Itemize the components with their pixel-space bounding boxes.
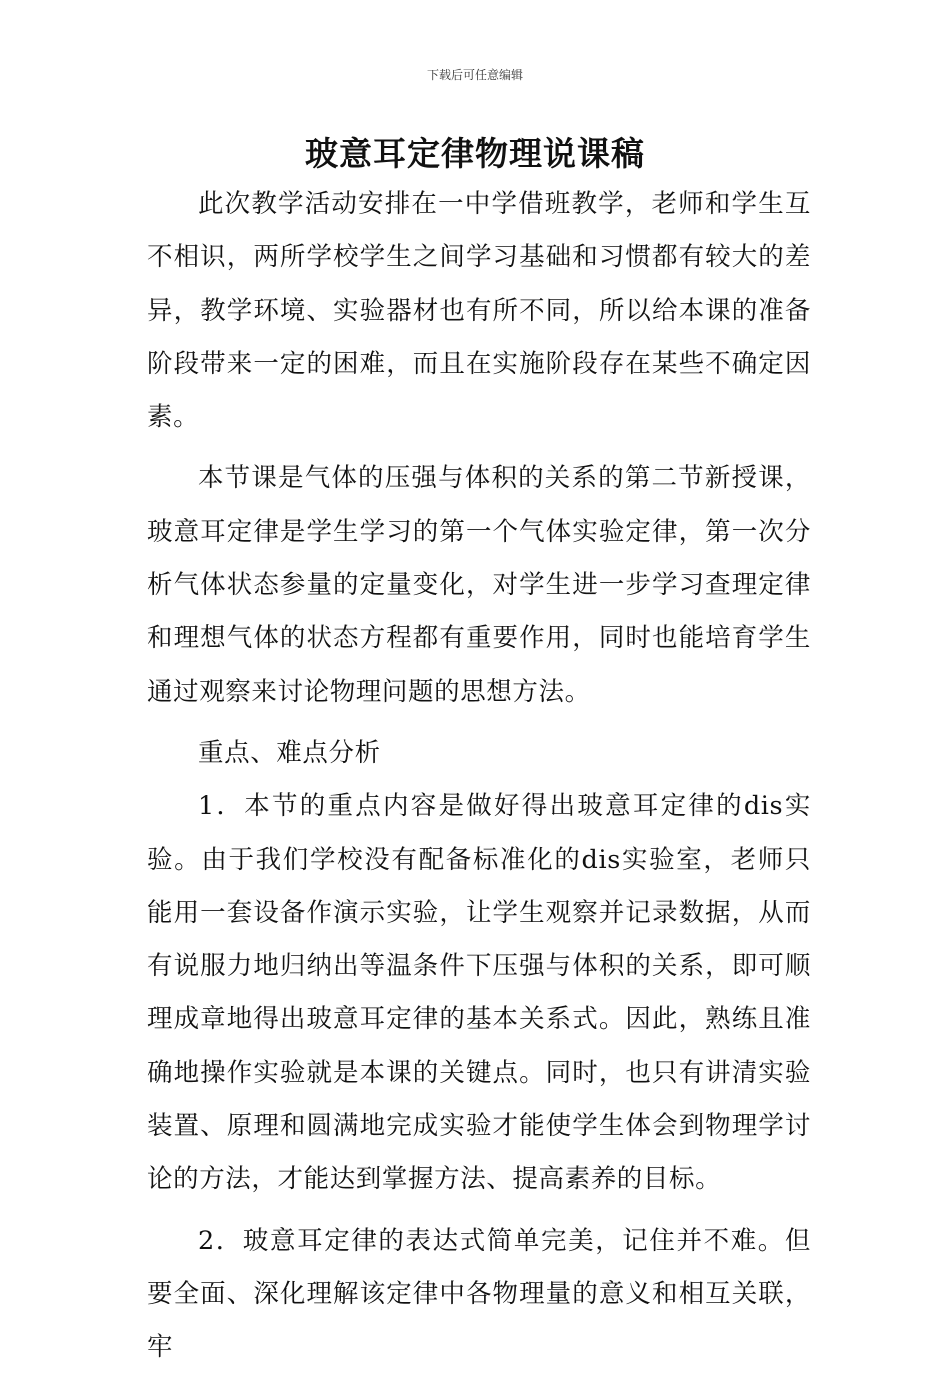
document-title: 玻意耳定律物理说课稿 (305, 134, 645, 173)
paragraph-intro: 此次教学活动安排在一中学借班教学，老师和学生互不相识，两所学校学生之间学习基础和习惯都有较大的差异，教学环境、实验器材也有所不同，所以给本课的准备阶段带来一定的困难，而且在实施阶段存在某些不确定因素。 (147, 189, 811, 433)
paragraph-lesson-overview: 本节课是气体的压强与体积的关系的第二节新授课，玻意耳定律是学生学习的第一个气体实验定律，第一次分析气体状态参量的定量变化，对学生进一步学习查理定律和理想气体的状态方程都有重要作用，同时也能培育学生通过观察来讨论物理问题的思想方法。 (147, 463, 811, 707)
document-body (147, 178, 811, 1375)
header-note: 下载后可任意编辑 (426, 68, 523, 82)
section-heading-key-points: 重点、难点分析 (198, 737, 381, 768)
paragraph-key-point-1: 1．本节的重点内容是做好得出玻意耳定律的dis实验。由于我们学校没有配备标准化的dis实验室，老师只能用一套设备作演示实验，让学生观察并记录数据，从而有说服力地归纳出等温条件下压强与体积的关系，即可顺理成章地得出玻意耳定律的基本关系式。因此，熟练且准确地操作实验就是本课的关键点。同时，也只有讲清实验装置、原理和圆满地完成实验才能使学生体会到物理学讨论的方法，才能达到掌握方法、提高素养的目标。 (147, 791, 811, 1195)
paragraph-key-point-2: 2．玻意耳定律的表达式简单完美，记住并不难。但要全面、深化理解该定律中各物理量的意义和相互关联，牢 (147, 1225, 811, 1363)
